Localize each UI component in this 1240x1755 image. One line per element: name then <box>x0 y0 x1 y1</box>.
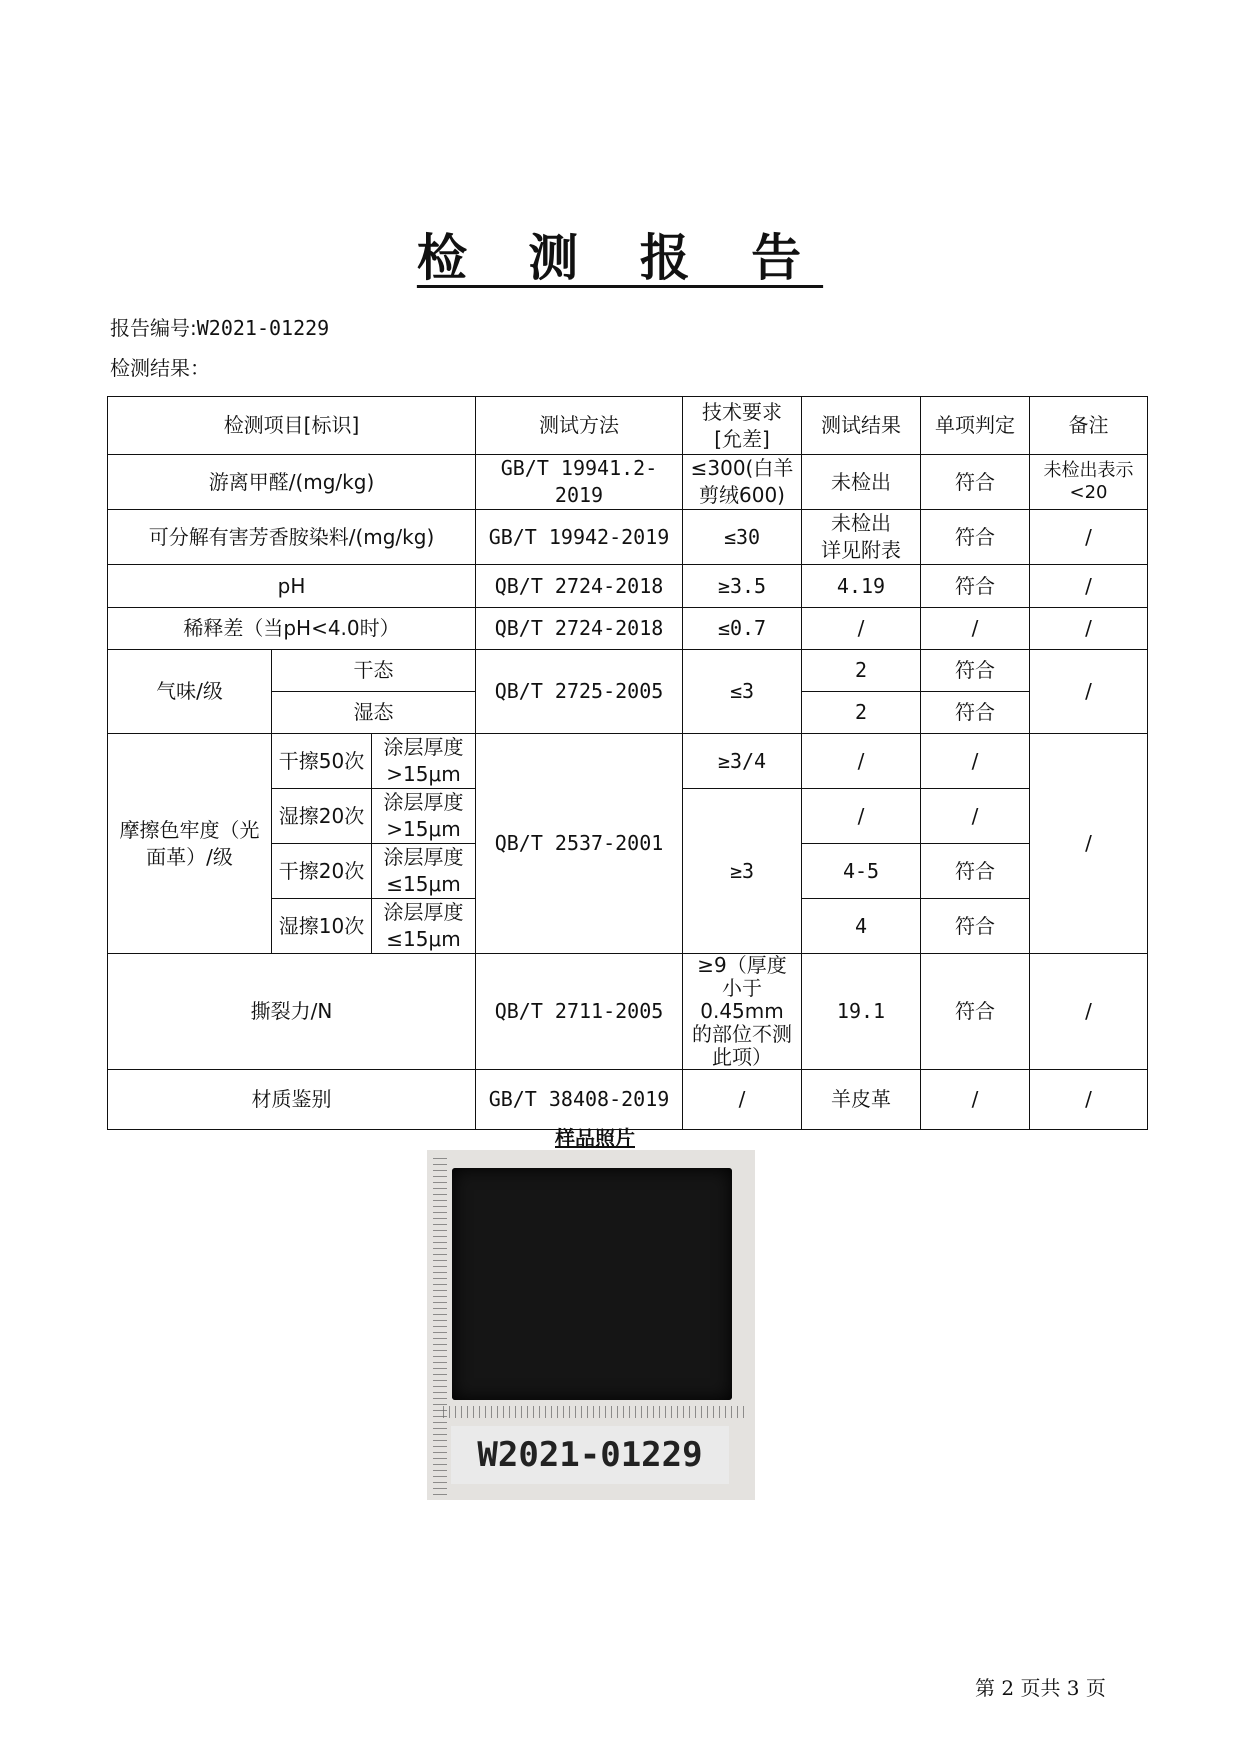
ruler-vertical <box>433 1158 447 1500</box>
sample-photo <box>427 1150 755 1500</box>
table-row <box>108 650 1148 692</box>
table-row <box>108 954 1148 1070</box>
cell-condition: 干态 <box>272 650 476 692</box>
cell-judgement: 符合 <box>921 565 1030 608</box>
cell-item: 气味/级 <box>108 650 272 734</box>
cell-coating: 涂层厚度 >15μm <box>372 789 476 844</box>
table-row <box>108 608 1148 650</box>
cell-remark: / <box>1030 954 1148 1070</box>
cell-item: 稀释差（当pH<4.0时） <box>108 608 476 650</box>
cell-remark: / <box>1030 565 1148 608</box>
cell-remark: 未检出表示 <20 <box>1030 455 1148 510</box>
cell-requirement: ≥9（厚度 小于0.45mm 的部位不测 此项） <box>683 954 802 1070</box>
report-title: 检 测 报 告 <box>416 229 824 287</box>
table-row <box>108 1070 1148 1130</box>
cell-method: QB/T 2724-2018 <box>476 608 683 650</box>
cell-condition: 湿态 <box>272 692 476 734</box>
cell-result: / <box>802 734 921 789</box>
cell-item: 撕裂力/N <box>108 954 476 1070</box>
cell-method: QB/T 2725-2005 <box>476 650 683 734</box>
cell-remark: / <box>1030 1070 1148 1130</box>
cell-judgement: 符合 <box>921 650 1030 692</box>
cell-method: QB/T 2537-2001 <box>476 734 683 954</box>
cell-judgement: / <box>921 1070 1030 1130</box>
cell-method: QB/T 2724-2018 <box>476 565 683 608</box>
cell-requirement: ≥3.5 <box>683 565 802 608</box>
cell-requirement: ≤300(白羊 剪绒600) <box>683 455 802 510</box>
photo-caption: 样品照片 <box>555 1126 635 1150</box>
cell-coating: 涂层厚度 >15μm <box>372 734 476 789</box>
header-requirement: 技术要求 [允差] <box>683 397 802 455</box>
cell-result: 未检出 详见附表 <box>802 510 921 565</box>
results-table <box>107 396 1148 1130</box>
table-header-row <box>108 397 1148 455</box>
cell-item: 可分解有害芳香胺染料/(mg/kg) <box>108 510 476 565</box>
cell-judgement: 符合 <box>921 954 1030 1070</box>
cell-item: 材质鉴别 <box>108 1070 476 1130</box>
cell-result: 2 <box>802 692 921 734</box>
cell-coating: 涂层厚度 ≤15μm <box>372 899 476 954</box>
cell-remark: / <box>1030 650 1148 734</box>
cell-result: 未检出 <box>802 455 921 510</box>
report-number-label: 报告编号: <box>110 316 197 340</box>
cell-requirement: ≤3 <box>683 650 802 734</box>
cell-judgement: 符合 <box>921 510 1030 565</box>
table-row <box>108 455 1148 510</box>
header-judgement: 单项判定 <box>921 397 1030 455</box>
cell-result: 19.1 <box>802 954 921 1070</box>
header-method: 测试方法 <box>476 397 683 455</box>
cell-coating: 涂层厚度 ≤15μm <box>372 844 476 899</box>
cell-remark: / <box>1030 510 1148 565</box>
report-number-value: W2021-01229 <box>196 316 330 340</box>
header-item: 检测项目[标识] <box>108 397 476 455</box>
cell-condition: 干擦50次 <box>272 734 372 789</box>
table-row <box>108 565 1148 608</box>
cell-result: 4-5 <box>802 844 921 899</box>
cell-requirement: ≥3/4 <box>683 734 802 789</box>
cell-result: 4.19 <box>802 565 921 608</box>
sample-label-card: W2021-01229 <box>451 1426 729 1484</box>
cell-judgement: / <box>921 608 1030 650</box>
table-row <box>108 734 1148 789</box>
cell-judgement: 符合 <box>921 844 1030 899</box>
cell-result: 4 <box>802 899 921 954</box>
cell-judgement: / <box>921 734 1030 789</box>
cell-requirement: ≥3 <box>683 789 802 954</box>
header-remark: 备注 <box>1030 397 1148 455</box>
cell-remark: / <box>1030 734 1148 954</box>
cell-method: GB/T 19941.2-2019 <box>476 455 683 510</box>
results-label: 检测结果： <box>110 356 210 380</box>
cell-judgement: / <box>921 789 1030 844</box>
cell-item: 摩擦色牢度（光 面革）/级 <box>108 734 272 954</box>
header-result: 测试结果 <box>802 397 921 455</box>
cell-item: 游离甲醛/(mg/kg) <box>108 455 476 510</box>
cell-condition: 湿擦20次 <box>272 789 372 844</box>
cell-remark: / <box>1030 608 1148 650</box>
cell-judgement: 符合 <box>921 455 1030 510</box>
cell-requirement: ≤30 <box>683 510 802 565</box>
cell-requirement: / <box>683 1070 802 1130</box>
report-number <box>110 312 329 341</box>
cell-condition: 干擦20次 <box>272 844 372 899</box>
cell-requirement: ≤0.7 <box>683 608 802 650</box>
cell-judgement: 符合 <box>921 692 1030 734</box>
cell-method: GB/T 19942-2019 <box>476 510 683 565</box>
cell-condition: 湿擦10次 <box>272 899 372 954</box>
cell-result: 2 <box>802 650 921 692</box>
cell-result: 羊皮革 <box>802 1070 921 1130</box>
cell-method: QB/T 2711-2005 <box>476 954 683 1070</box>
cell-item: pH <box>108 565 476 608</box>
cell-judgement: 符合 <box>921 899 1030 954</box>
table-row <box>108 510 1148 565</box>
ruler-horizontal <box>443 1406 748 1418</box>
page-footer: 第 2 页共 3 页 <box>975 1676 1106 1700</box>
cell-result: / <box>802 789 921 844</box>
leather-swatch <box>452 1168 732 1400</box>
cell-result: / <box>802 608 921 650</box>
cell-method: GB/T 38408-2019 <box>476 1070 683 1130</box>
